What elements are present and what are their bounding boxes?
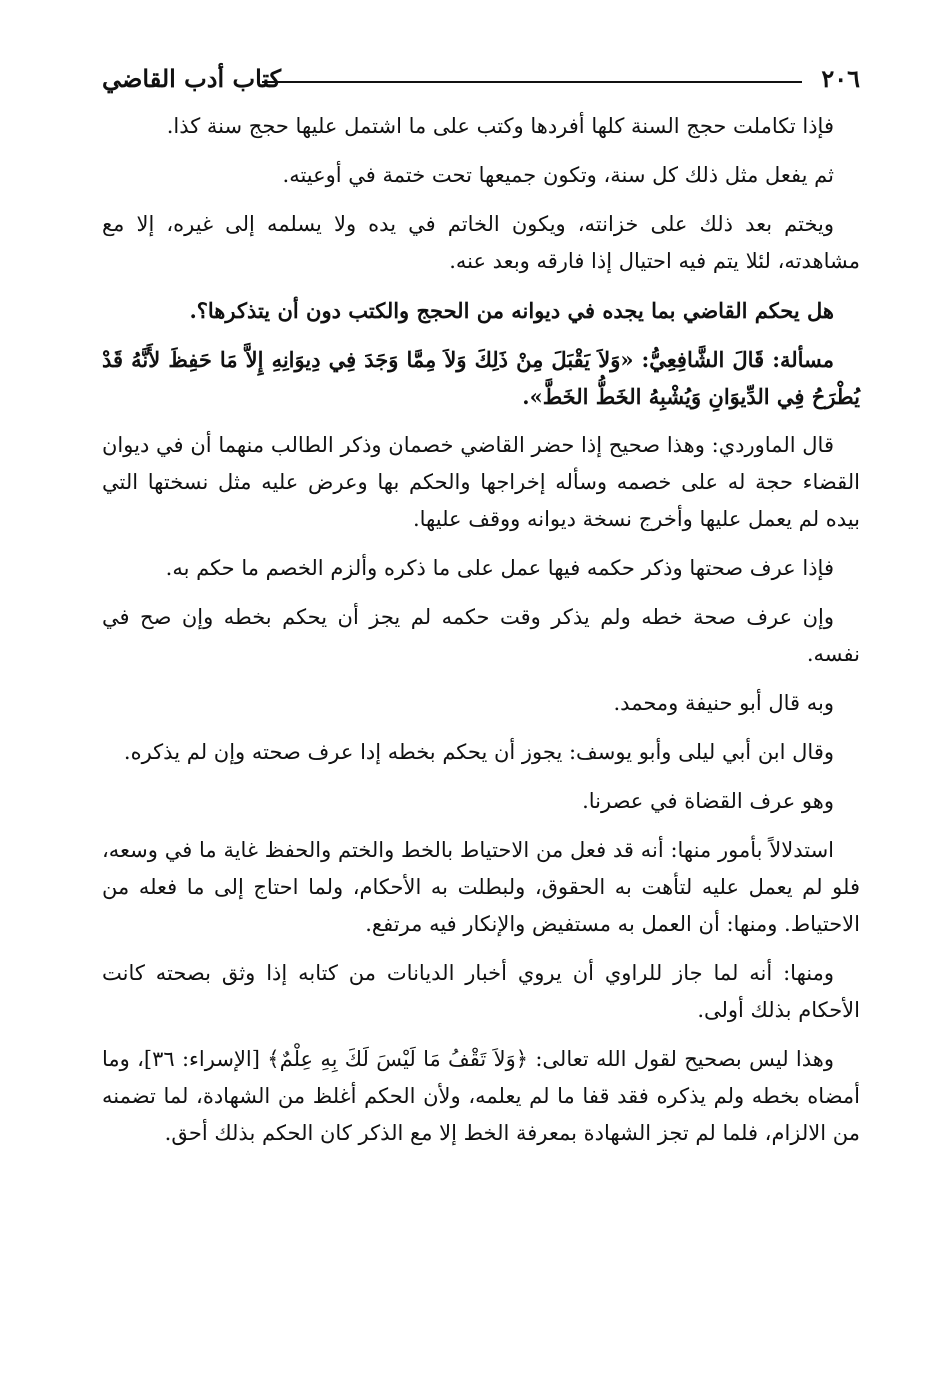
section-heading: هل يحكم القاضي بما يجده في ديوانه من الحجج والكتب دون أن يتذكرها؟. bbox=[189, 298, 834, 323]
paragraph: ومنها: أنه لما جاز للراوي أن يروي أخبار الديانات من كتابه إذا وثق بصحته كانت الأحكام بذلك أولى. bbox=[102, 961, 860, 1022]
paragraph: وإن عرف صحة خطه ولم يذكر وقت حكمه لم يجز أن يحكم بخطه وإن صح في نفسه. bbox=[102, 605, 860, 666]
paragraph: ثم يفعل مثل ذلك كل سنة، وتكون جميعها تحت ختمة في أوعيته. bbox=[282, 163, 834, 187]
paragraph: وهو عرف القضاة في عصرنا. bbox=[582, 789, 834, 813]
page-number: ٢٠٦ bbox=[821, 64, 860, 93]
paragraph: فإذا عرف صحتها وذكر حكمه فيها عمل على ما ذكره وألزم الخصم ما حكم به. bbox=[165, 556, 834, 580]
paragraph: قال الماوردي: وهذا صحيح إذا حضر القاضي خصمان وذكر الطالب منهما أن في ديوان القضاء حجة له على خصمه وسأله إخراجها والحكم بها وعرض عليه مثل نسختها التي بيده لم يعمل عليها وأخرج نسخة ديوانه ووقف عليها. bbox=[102, 433, 860, 531]
body-text bbox=[102, 108, 860, 1164]
paragraph: وهذا ليس بصحيح لقول الله تعالى: ﴿وَلاَ تَقْفُ مَا لَيْسَ لَكَ بِهِ عِلْمٌ﴾ [الإسراء: ٣٦]، وما أمضاه بخطه ولم يذكره فقد قفا ما لم يعلمه، ولأن الحكم أغلظ من الشهادة، لما تضمنه من الالزام، فلما لم تجز الشهادة بمعرفة الخط إلا مع الذكر كان الحكم بذلك أحق. bbox=[102, 1047, 860, 1145]
paragraph: ويختم بعد ذلك على خزانته، ويكون الخاتم في يده ولا يسلمه إلى غيره، إلا مع مشاهدته، لئلا يتم فيه احتيال إذا فارقه وبعد عنه. bbox=[102, 212, 860, 273]
header-rule bbox=[262, 81, 802, 83]
paragraph: وبه قال أبو حنيفة ومحمد. bbox=[613, 691, 834, 715]
paragraph: وقال ابن أبي ليلى وأبو يوسف: يجوز أن يحكم بخطه إدا عرف صحته وإن لم يذكره. bbox=[123, 740, 834, 764]
running-title: كتاب أدب القاضي bbox=[102, 64, 282, 93]
paragraph: فإذا تكاملت حجج السنة كلها أفردها وكتب على ما اشتمل عليها حجج سنة كذا. bbox=[166, 114, 834, 138]
paragraph: استدلالاً بأمور منها: أنه قد فعل من الاحتياط بالخط والختم والحفظ غاية ما في وسعه، فلو لم يعمل عليه لتأهت به الحقوق، ولبطلت به الأحكام، ولما احتاج إلى ما فعله من الاحتياط. ومنها: أن العمل به مستفيض والإنكار فيه مرتفع. bbox=[102, 838, 860, 936]
shafii-quote: مسألة: قَالَ الشَّافِعِيُّ: «وَلاَ يَقْبَلَ مِنْ ذَلِكَ وَلاَ مِمَّا وَجَدَ فِي دِيوَانِهِ إِلاَّ مَا حَفِظَ لأَنَّهُ قَدْ يُطْرَحُ فِي الدِّيوَانِ وَيُشْبِهُ الخَطُّ الخَطَّ». bbox=[102, 347, 860, 409]
page-header bbox=[102, 60, 860, 100]
